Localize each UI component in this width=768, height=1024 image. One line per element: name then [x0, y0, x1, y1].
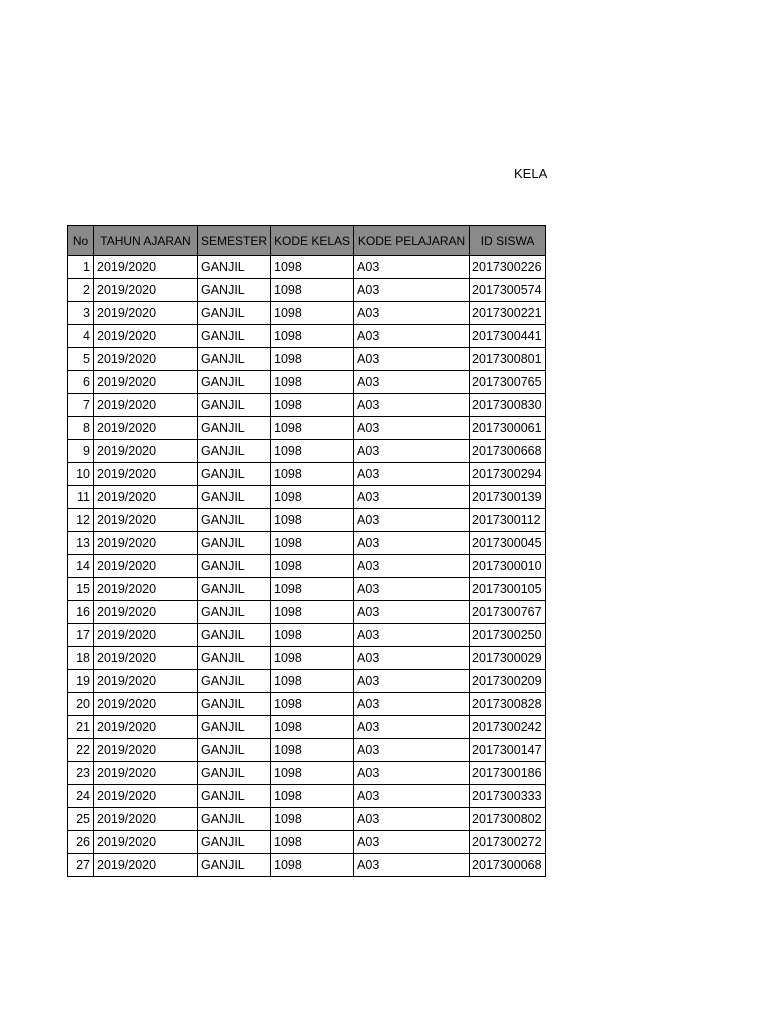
cell-no: 10 — [68, 463, 94, 486]
cell-kode-pelajaran: A03 — [354, 486, 470, 509]
cell-kode-kelas: 1098 — [271, 279, 354, 302]
cell-no: 12 — [68, 509, 94, 532]
cell-no: 24 — [68, 785, 94, 808]
cell-kode-pelajaran: A03 — [354, 854, 470, 877]
cell-kode-pelajaran: A03 — [354, 739, 470, 762]
cell-tahun-ajaran: 2019/2020 — [94, 486, 198, 509]
table-row — [68, 325, 546, 348]
cell-kode-pelajaran: A03 — [354, 256, 470, 279]
cell-semester: GANJIL — [198, 716, 271, 739]
cell-kode-kelas: 1098 — [271, 302, 354, 325]
table-row — [68, 693, 546, 716]
table-row — [68, 279, 546, 302]
cell-kode-pelajaran: A03 — [354, 302, 470, 325]
cell-no: 6 — [68, 371, 94, 394]
cell-tahun-ajaran: 2019/2020 — [94, 509, 198, 532]
column-header-no: No — [68, 226, 94, 256]
table-header — [68, 226, 546, 256]
cell-kode-pelajaran: A03 — [354, 670, 470, 693]
cell-semester: GANJIL — [198, 532, 271, 555]
cell-id-siswa: 2017300105 — [470, 578, 546, 601]
cell-id-siswa: 2017300029 — [470, 647, 546, 670]
cell-tahun-ajaran: 2019/2020 — [94, 739, 198, 762]
cell-no: 1 — [68, 256, 94, 279]
cell-semester: GANJIL — [198, 831, 271, 854]
cell-kode-pelajaran: A03 — [354, 555, 470, 578]
cell-kode-kelas: 1098 — [271, 624, 354, 647]
cell-kode-kelas: 1098 — [271, 854, 354, 877]
cell-id-siswa: 2017300574 — [470, 279, 546, 302]
cell-id-siswa: 2017300226 — [470, 256, 546, 279]
cell-kode-pelajaran: A03 — [354, 463, 470, 486]
cell-tahun-ajaran: 2019/2020 — [94, 417, 198, 440]
cell-id-siswa: 2017300828 — [470, 693, 546, 716]
cell-kode-kelas: 1098 — [271, 785, 354, 808]
table-row — [68, 670, 546, 693]
cell-kode-pelajaran: A03 — [354, 693, 470, 716]
cell-kode-pelajaran: A03 — [354, 348, 470, 371]
table-row — [68, 440, 546, 463]
cell-id-siswa: 2017300830 — [470, 394, 546, 417]
table-row — [68, 808, 546, 831]
cell-no: 21 — [68, 716, 94, 739]
cell-semester: GANJIL — [198, 463, 271, 486]
cell-semester: GANJIL — [198, 256, 271, 279]
cell-no: 23 — [68, 762, 94, 785]
cell-semester: GANJIL — [198, 348, 271, 371]
cell-kode-kelas: 1098 — [271, 693, 354, 716]
column-header-kode-pelajaran: KODE PELAJARAN — [354, 226, 470, 256]
cell-kode-kelas: 1098 — [271, 647, 354, 670]
cell-kode-pelajaran: A03 — [354, 279, 470, 302]
cell-tahun-ajaran: 2019/2020 — [94, 601, 198, 624]
cell-tahun-ajaran: 2019/2020 — [94, 647, 198, 670]
cell-semester: GANJIL — [198, 394, 271, 417]
cell-id-siswa: 2017300068 — [470, 854, 546, 877]
cell-kode-kelas: 1098 — [271, 417, 354, 440]
cell-no: 22 — [68, 739, 94, 762]
cell-kode-kelas: 1098 — [271, 762, 354, 785]
cell-no: 7 — [68, 394, 94, 417]
table-row — [68, 417, 546, 440]
cell-semester: GANJIL — [198, 302, 271, 325]
cell-tahun-ajaran: 2019/2020 — [94, 670, 198, 693]
cell-tahun-ajaran: 2019/2020 — [94, 348, 198, 371]
cell-semester: GANJIL — [198, 762, 271, 785]
cell-id-siswa: 2017300221 — [470, 302, 546, 325]
cell-no: 20 — [68, 693, 94, 716]
cell-tahun-ajaran: 2019/2020 — [94, 555, 198, 578]
cell-tahun-ajaran: 2019/2020 — [94, 371, 198, 394]
cell-no: 13 — [68, 532, 94, 555]
page-heading-fragment: KELA — [514, 166, 548, 181]
cell-semester: GANJIL — [198, 371, 271, 394]
cell-kode-pelajaran: A03 — [354, 417, 470, 440]
cell-no: 27 — [68, 854, 94, 877]
cell-id-siswa: 2017300242 — [470, 716, 546, 739]
cell-kode-pelajaran: A03 — [354, 808, 470, 831]
cell-tahun-ajaran: 2019/2020 — [94, 325, 198, 348]
cell-kode-pelajaran: A03 — [354, 624, 470, 647]
cell-tahun-ajaran: 2019/2020 — [94, 762, 198, 785]
cell-semester: GANJIL — [198, 325, 271, 348]
table-row — [68, 486, 546, 509]
cell-id-siswa: 2017300802 — [470, 808, 546, 831]
cell-kode-kelas: 1098 — [271, 463, 354, 486]
cell-kode-kelas: 1098 — [271, 348, 354, 371]
cell-id-siswa: 2017300112 — [470, 509, 546, 532]
cell-tahun-ajaran: 2019/2020 — [94, 808, 198, 831]
table-row — [68, 348, 546, 371]
cell-kode-kelas: 1098 — [271, 601, 354, 624]
cell-no: 26 — [68, 831, 94, 854]
cell-tahun-ajaran: 2019/2020 — [94, 785, 198, 808]
cell-no: 18 — [68, 647, 94, 670]
table-row — [68, 256, 546, 279]
table-row — [68, 371, 546, 394]
cell-kode-pelajaran: A03 — [354, 601, 470, 624]
cell-kode-pelajaran: A03 — [354, 647, 470, 670]
cell-id-siswa: 2017300668 — [470, 440, 546, 463]
cell-tahun-ajaran: 2019/2020 — [94, 302, 198, 325]
column-header-id-siswa: ID SISWA — [470, 226, 546, 256]
cell-semester: GANJIL — [198, 417, 271, 440]
cell-no: 11 — [68, 486, 94, 509]
cell-tahun-ajaran: 2019/2020 — [94, 532, 198, 555]
cell-semester: GANJIL — [198, 808, 271, 831]
table-row — [68, 739, 546, 762]
cell-semester: GANJIL — [198, 647, 271, 670]
cell-kode-kelas: 1098 — [271, 532, 354, 555]
cell-id-siswa: 2017300250 — [470, 624, 546, 647]
table-row — [68, 785, 546, 808]
cell-kode-pelajaran: A03 — [354, 762, 470, 785]
table-row — [68, 578, 546, 601]
column-header-kode-kelas: KODE KELAS — [271, 226, 354, 256]
cell-tahun-ajaran: 2019/2020 — [94, 716, 198, 739]
cell-kode-kelas: 1098 — [271, 256, 354, 279]
cell-no: 16 — [68, 601, 94, 624]
cell-id-siswa: 2017300139 — [470, 486, 546, 509]
cell-tahun-ajaran: 2019/2020 — [94, 256, 198, 279]
table-row — [68, 831, 546, 854]
column-header-tahun-ajaran: TAHUN AJARAN — [94, 226, 198, 256]
cell-no: 14 — [68, 555, 94, 578]
table-row — [68, 624, 546, 647]
table-row — [68, 762, 546, 785]
cell-no: 15 — [68, 578, 94, 601]
cell-kode-kelas: 1098 — [271, 831, 354, 854]
cell-kode-kelas: 1098 — [271, 325, 354, 348]
cell-tahun-ajaran: 2019/2020 — [94, 693, 198, 716]
cell-id-siswa: 2017300209 — [470, 670, 546, 693]
column-header-semester: SEMESTER — [198, 226, 271, 256]
cell-tahun-ajaran: 2019/2020 — [94, 279, 198, 302]
cell-tahun-ajaran: 2019/2020 — [94, 831, 198, 854]
cell-kode-pelajaran: A03 — [354, 394, 470, 417]
cell-semester: GANJIL — [198, 279, 271, 302]
cell-id-siswa: 2017300186 — [470, 762, 546, 785]
cell-tahun-ajaran: 2019/2020 — [94, 624, 198, 647]
cell-no: 17 — [68, 624, 94, 647]
cell-kode-pelajaran: A03 — [354, 509, 470, 532]
cell-semester: GANJIL — [198, 693, 271, 716]
cell-kode-pelajaran: A03 — [354, 325, 470, 348]
cell-id-siswa: 2017300045 — [470, 532, 546, 555]
table-row — [68, 854, 546, 877]
cell-kode-kelas: 1098 — [271, 670, 354, 693]
table-row — [68, 601, 546, 624]
cell-kode-kelas: 1098 — [271, 371, 354, 394]
cell-tahun-ajaran: 2019/2020 — [94, 578, 198, 601]
cell-kode-kelas: 1098 — [271, 555, 354, 578]
cell-kode-kelas: 1098 — [271, 486, 354, 509]
cell-id-siswa: 2017300147 — [470, 739, 546, 762]
cell-semester: GANJIL — [198, 440, 271, 463]
header-row — [68, 226, 546, 256]
cell-no: 3 — [68, 302, 94, 325]
table-row — [68, 647, 546, 670]
cell-tahun-ajaran: 2019/2020 — [94, 854, 198, 877]
cell-kode-pelajaran: A03 — [354, 716, 470, 739]
student-class-table — [67, 225, 546, 877]
cell-semester: GANJIL — [198, 486, 271, 509]
cell-tahun-ajaran: 2019/2020 — [94, 440, 198, 463]
cell-kode-kelas: 1098 — [271, 739, 354, 762]
cell-id-siswa: 2017300801 — [470, 348, 546, 371]
cell-semester: GANJIL — [198, 509, 271, 532]
cell-no: 2 — [68, 279, 94, 302]
cell-semester: GANJIL — [198, 555, 271, 578]
cell-kode-kelas: 1098 — [271, 808, 354, 831]
cell-id-siswa: 2017300767 — [470, 601, 546, 624]
cell-id-siswa: 2017300441 — [470, 325, 546, 348]
cell-id-siswa: 2017300061 — [470, 417, 546, 440]
table-body — [68, 256, 546, 877]
cell-tahun-ajaran: 2019/2020 — [94, 394, 198, 417]
cell-semester: GANJIL — [198, 854, 271, 877]
table-row — [68, 509, 546, 532]
cell-id-siswa: 2017300294 — [470, 463, 546, 486]
cell-semester: GANJIL — [198, 578, 271, 601]
cell-id-siswa: 2017300010 — [470, 555, 546, 578]
cell-kode-kelas: 1098 — [271, 509, 354, 532]
cell-kode-pelajaran: A03 — [354, 831, 470, 854]
cell-tahun-ajaran: 2019/2020 — [94, 463, 198, 486]
cell-id-siswa: 2017300272 — [470, 831, 546, 854]
cell-kode-pelajaran: A03 — [354, 785, 470, 808]
table-row — [68, 716, 546, 739]
cell-id-siswa: 2017300765 — [470, 371, 546, 394]
cell-no: 8 — [68, 417, 94, 440]
cell-semester: GANJIL — [198, 785, 271, 808]
cell-kode-kelas: 1098 — [271, 716, 354, 739]
cell-semester: GANJIL — [198, 739, 271, 762]
cell-no: 25 — [68, 808, 94, 831]
table-row — [68, 394, 546, 417]
cell-semester: GANJIL — [198, 670, 271, 693]
table-row — [68, 532, 546, 555]
cell-no: 19 — [68, 670, 94, 693]
cell-no: 4 — [68, 325, 94, 348]
cell-kode-kelas: 1098 — [271, 394, 354, 417]
cell-semester: GANJIL — [198, 624, 271, 647]
cell-kode-pelajaran: A03 — [354, 440, 470, 463]
cell-no: 5 — [68, 348, 94, 371]
table-row — [68, 302, 546, 325]
cell-kode-kelas: 1098 — [271, 440, 354, 463]
cell-semester: GANJIL — [198, 601, 271, 624]
cell-no: 9 — [68, 440, 94, 463]
table-row — [68, 555, 546, 578]
cell-kode-kelas: 1098 — [271, 578, 354, 601]
cell-kode-pelajaran: A03 — [354, 578, 470, 601]
cell-kode-pelajaran: A03 — [354, 371, 470, 394]
cell-id-siswa: 2017300333 — [470, 785, 546, 808]
cell-kode-pelajaran: A03 — [354, 532, 470, 555]
table-row — [68, 463, 546, 486]
